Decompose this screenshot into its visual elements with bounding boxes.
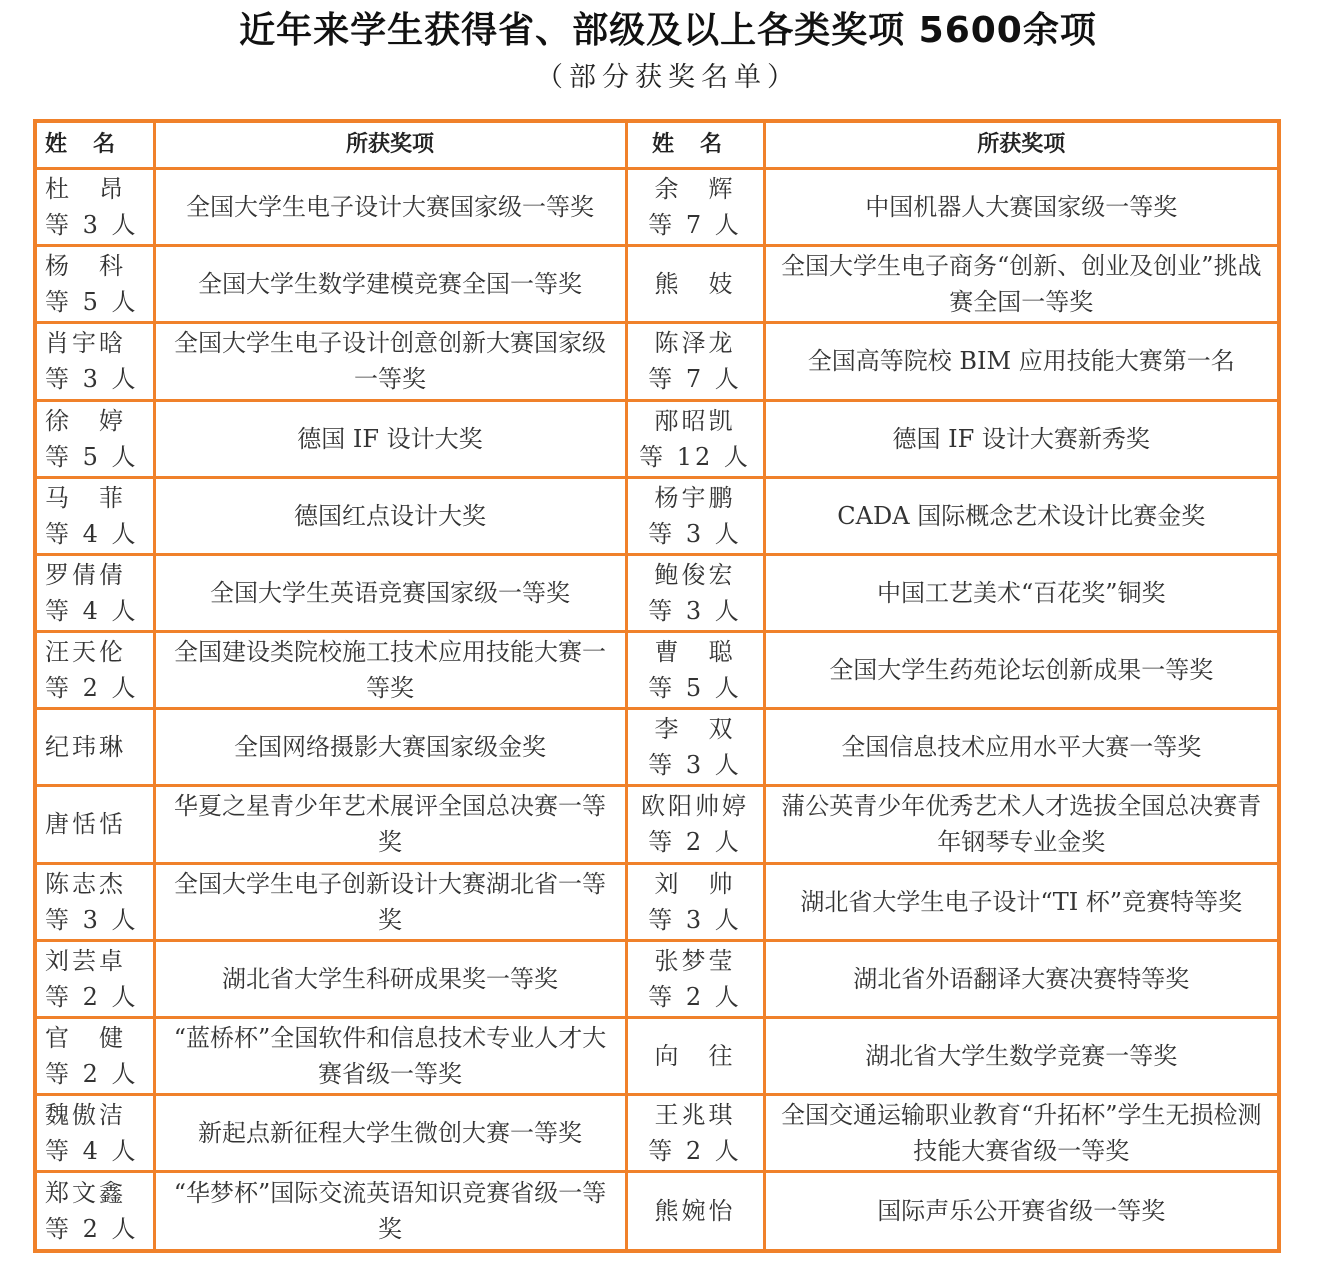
student-name-cell bbox=[37, 477, 154, 554]
table-row bbox=[37, 477, 1277, 554]
award-cell: 全国大学生电子创新设计大赛湖北省一等奖 bbox=[154, 863, 626, 940]
student-name-cell bbox=[626, 400, 764, 477]
award-cell: 全国大学生数学建模竞赛全国一等奖 bbox=[154, 246, 626, 323]
student-name: 李 双 bbox=[654, 715, 736, 744]
student-name: 张梦莹 bbox=[654, 946, 736, 975]
student-name-cell bbox=[626, 477, 764, 554]
group-count: 等 3 人 bbox=[648, 751, 742, 780]
group-count: 等 3 人 bbox=[45, 905, 139, 934]
table-row bbox=[37, 863, 1277, 940]
group-count: 等 5 人 bbox=[45, 442, 139, 471]
student-name-cell bbox=[37, 940, 154, 1017]
group-count: 等 3 人 bbox=[648, 905, 742, 934]
group-count: 等 2 人 bbox=[648, 828, 742, 857]
student-name: 魏傲洁 bbox=[45, 1101, 126, 1130]
table-row bbox=[37, 1017, 1277, 1094]
student-name-cell bbox=[626, 863, 764, 940]
student-name: 余 辉 bbox=[654, 175, 736, 204]
student-name-cell bbox=[626, 940, 764, 1017]
award-cell: 全国网络摄影大赛国家级金奖 bbox=[154, 709, 626, 786]
student-name-cell bbox=[626, 554, 764, 631]
student-name: 曹 聪 bbox=[654, 638, 736, 667]
award-cell: 中国工艺美术“百花奖”铜奖 bbox=[764, 554, 1277, 631]
table-row bbox=[37, 246, 1277, 323]
student-name-cell bbox=[37, 554, 154, 631]
student-name: 杜 昂 bbox=[45, 175, 126, 204]
table-row bbox=[37, 786, 1277, 863]
student-name-cell bbox=[37, 786, 154, 863]
student-name: 郑文鑫 bbox=[45, 1179, 126, 1208]
award-cell: 新起点新征程大学生微创大赛一等奖 bbox=[154, 1094, 626, 1171]
award-cell: “蓝桥杯”全国软件和信息技术专业人才大赛省级一等奖 bbox=[154, 1017, 626, 1094]
student-name-cell bbox=[37, 246, 154, 323]
student-name: 欧阳帅婷 bbox=[641, 792, 749, 821]
award-cell: “华梦杯”国际交流英语知识竞赛省级一等奖 bbox=[154, 1172, 626, 1249]
student-name-cell bbox=[37, 709, 154, 786]
student-name-cell bbox=[626, 1172, 764, 1249]
student-name-cell bbox=[626, 632, 764, 709]
table-row bbox=[37, 1172, 1277, 1249]
page-title: 近年来学生获得省、部级及以上各类奖项 5600余项 bbox=[239, 10, 1097, 51]
student-name: 刘芸卓 bbox=[45, 946, 126, 975]
student-name-cell bbox=[626, 709, 764, 786]
table-row bbox=[37, 1094, 1277, 1171]
award-cell: 湖北省大学生数学竞赛一等奖 bbox=[764, 1017, 1277, 1094]
group-count: 等 7 人 bbox=[648, 211, 742, 240]
student-name: 鲍俊宏 bbox=[654, 560, 736, 589]
table-row bbox=[37, 323, 1277, 400]
header-name-left: 姓名 bbox=[37, 123, 154, 169]
student-name: 邴昭凯 bbox=[654, 406, 736, 435]
group-count: 等 12 人 bbox=[639, 442, 751, 471]
student-name-cell bbox=[37, 1017, 154, 1094]
award-cell: 全国大学生药苑论坛创新成果一等奖 bbox=[764, 632, 1277, 709]
award-cell: 湖北省大学生电子设计“TI 杯”竞赛特等奖 bbox=[764, 863, 1277, 940]
student-name: 向 往 bbox=[654, 1041, 736, 1070]
award-cell: 中国机器人大赛国家级一等奖 bbox=[764, 169, 1277, 246]
student-name: 杨 科 bbox=[45, 252, 126, 281]
student-name-cell bbox=[626, 169, 764, 246]
student-name: 陈志杰 bbox=[45, 869, 126, 898]
awards-table-frame bbox=[33, 119, 1281, 1253]
group-count: 等 2 人 bbox=[45, 1059, 139, 1088]
header-name-right: 姓名 bbox=[626, 123, 764, 169]
student-name-cell bbox=[37, 1172, 154, 1249]
student-name-cell bbox=[626, 246, 764, 323]
student-name-cell bbox=[37, 1094, 154, 1171]
student-name-cell bbox=[626, 786, 764, 863]
student-name: 杨宇鹏 bbox=[654, 483, 736, 512]
student-name: 刘 帅 bbox=[654, 869, 736, 898]
award-cell: CADA 国际概念艺术设计比赛金奖 bbox=[764, 477, 1277, 554]
award-cell: 全国大学生英语竞赛国家级一等奖 bbox=[154, 554, 626, 631]
award-cell: 全国大学生电子设计创意创新大赛国家级一等奖 bbox=[154, 323, 626, 400]
table-row bbox=[37, 169, 1277, 246]
award-cell: 德国 IF 设计大奖 bbox=[154, 400, 626, 477]
group-count: 等 2 人 bbox=[648, 1137, 742, 1166]
group-count: 等 2 人 bbox=[45, 1215, 139, 1244]
student-name: 官 健 bbox=[45, 1023, 126, 1052]
table-row bbox=[37, 940, 1277, 1017]
table-row bbox=[37, 400, 1277, 477]
student-name: 陈泽龙 bbox=[654, 329, 736, 358]
student-name-cell bbox=[626, 1017, 764, 1094]
table-row bbox=[37, 709, 1277, 786]
group-count: 等 3 人 bbox=[45, 365, 139, 394]
student-name-cell bbox=[37, 323, 154, 400]
group-count: 等 4 人 bbox=[45, 1137, 139, 1166]
student-name: 徐 婷 bbox=[45, 406, 126, 435]
student-name: 马 菲 bbox=[45, 483, 126, 512]
page-subtitle: （部分获奖名单） bbox=[536, 62, 800, 93]
group-count: 等 5 人 bbox=[648, 674, 742, 703]
award-cell: 全国大学生电子设计大赛国家级一等奖 bbox=[154, 169, 626, 246]
group-count: 等 4 人 bbox=[45, 596, 139, 625]
award-cell: 全国信息技术应用水平大赛一等奖 bbox=[764, 709, 1277, 786]
group-count: 等 3 人 bbox=[648, 519, 742, 548]
group-count: 等 4 人 bbox=[45, 519, 139, 548]
award-cell: 全国大学生电子商务“创新、创业及创业”挑战赛全国一等奖 bbox=[764, 246, 1277, 323]
award-cell: 华夏之星青少年艺术展评全国总决赛一等奖 bbox=[154, 786, 626, 863]
award-cell: 湖北省大学生科研成果奖一等奖 bbox=[154, 940, 626, 1017]
student-name-cell bbox=[37, 863, 154, 940]
student-name: 纪玮琳 bbox=[45, 733, 126, 762]
group-count: 等 3 人 bbox=[648, 596, 742, 625]
header-award-right: 所获奖项 bbox=[764, 123, 1277, 169]
student-name: 王兆琪 bbox=[654, 1101, 736, 1130]
group-count: 等 7 人 bbox=[648, 365, 742, 394]
table-row bbox=[37, 554, 1277, 631]
award-cell: 全国建设类院校施工技术应用技能大赛一等奖 bbox=[154, 632, 626, 709]
student-name: 罗倩倩 bbox=[45, 560, 126, 589]
student-name: 熊婉怡 bbox=[654, 1197, 736, 1226]
table-header-row bbox=[37, 123, 1277, 169]
student-name: 肖宇晗 bbox=[45, 329, 126, 358]
header-award-left: 所获奖项 bbox=[154, 123, 626, 169]
awards-table bbox=[37, 123, 1277, 1249]
award-cell: 蒲公英青少年优秀艺术人才选拔全国总决赛青年钢琴专业金奖 bbox=[764, 786, 1277, 863]
award-cell: 德国 IF 设计大赛新秀奖 bbox=[764, 400, 1277, 477]
group-count: 等 2 人 bbox=[45, 982, 139, 1011]
award-cell: 国际声乐公开赛省级一等奖 bbox=[764, 1172, 1277, 1249]
award-cell: 德国红点设计大奖 bbox=[154, 477, 626, 554]
group-count: 等 2 人 bbox=[648, 982, 742, 1011]
student-name-cell bbox=[626, 1094, 764, 1171]
group-count: 等 3 人 bbox=[45, 211, 139, 240]
award-cell: 全国高等院校 BIM 应用技能大赛第一名 bbox=[764, 323, 1277, 400]
student-name-cell bbox=[626, 323, 764, 400]
student-name-cell bbox=[37, 400, 154, 477]
award-cell: 全国交通运输职业教育“升拓杯”学生无损检测技能大赛省级一等奖 bbox=[764, 1094, 1277, 1171]
student-name: 熊 妓 bbox=[654, 270, 736, 299]
group-count: 等 5 人 bbox=[45, 288, 139, 317]
student-name-cell bbox=[37, 632, 154, 709]
table-row bbox=[37, 632, 1277, 709]
group-count: 等 2 人 bbox=[45, 674, 139, 703]
student-name-cell bbox=[37, 169, 154, 246]
student-name: 唐恬恬 bbox=[45, 810, 126, 839]
award-cell: 湖北省外语翻译大赛决赛特等奖 bbox=[764, 940, 1277, 1017]
student-name: 汪天伦 bbox=[45, 638, 126, 667]
